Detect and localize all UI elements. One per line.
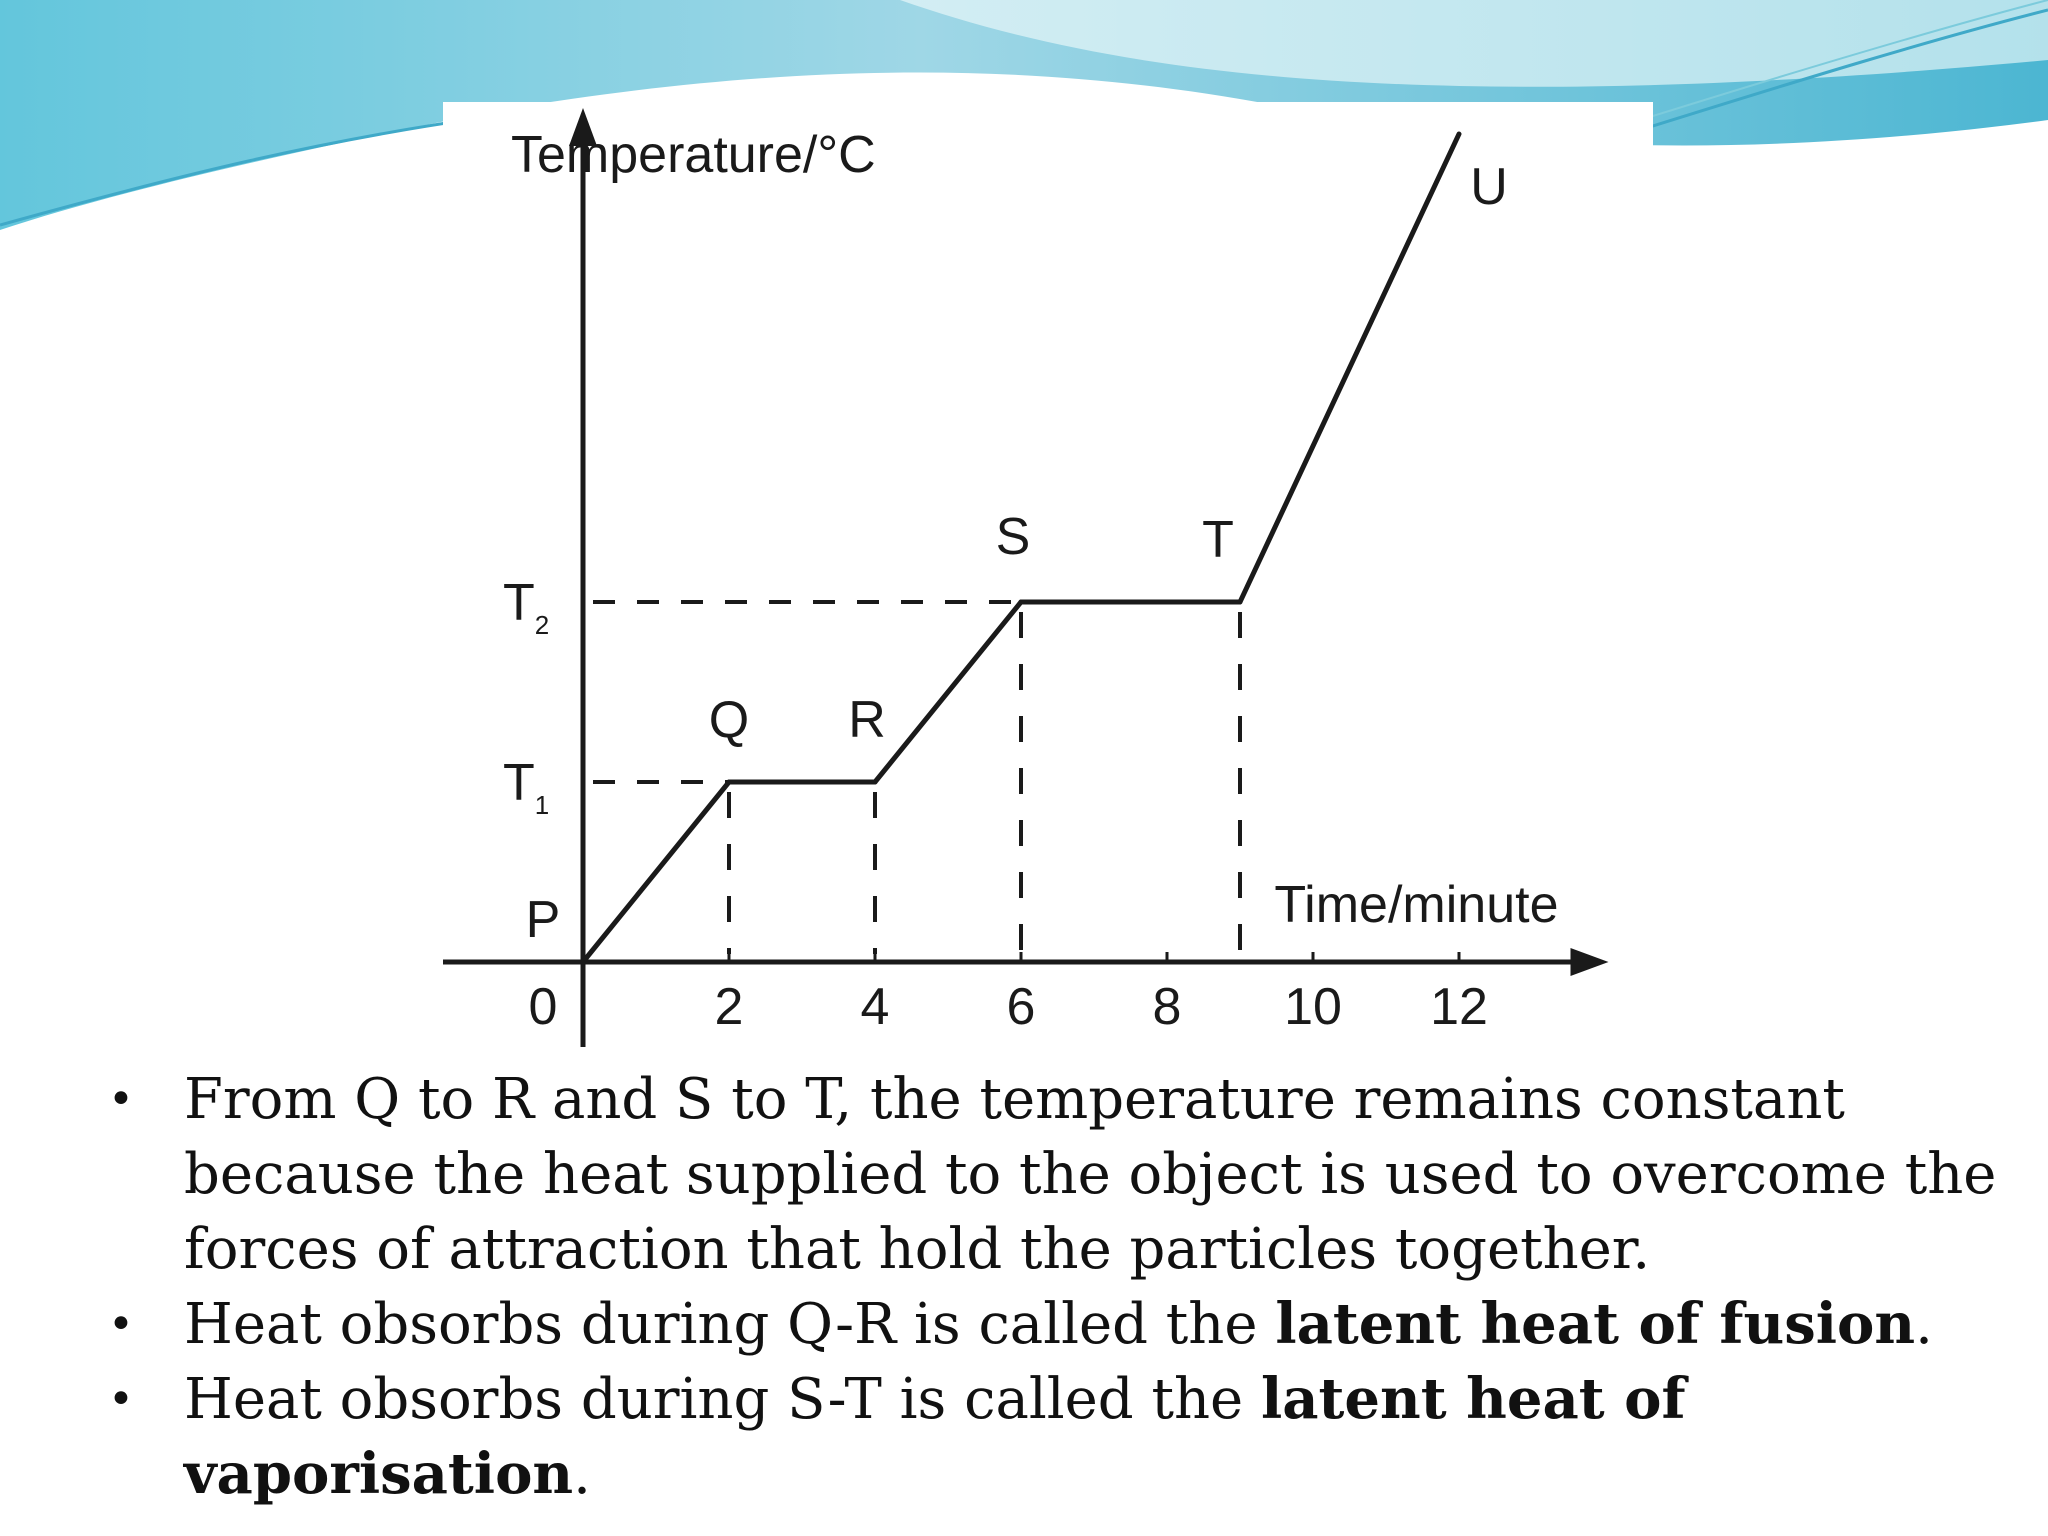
y-level-label (503, 574, 549, 640)
x-tick-label: 6 (1006, 978, 1036, 1036)
point-label-p: P (525, 891, 561, 949)
y-level-main: T (503, 754, 535, 812)
curve-segment-rs (875, 602, 1021, 782)
x-ticks (529, 952, 1488, 1036)
labels (503, 126, 1559, 949)
x-axis-title: Time/minute (1274, 876, 1559, 934)
chart-panel (443, 102, 1653, 1050)
bullet-text: Heat obsorbs during S-T is called the (184, 1367, 1261, 1432)
point-label-s: S (995, 508, 1031, 566)
x-axis-arrow (1571, 948, 1609, 976)
x-tick-label: 10 (1284, 978, 1342, 1036)
point-label-q: Q (708, 691, 750, 749)
bullet-text: From Q to R and S to T, the temperature remains constant because the heat supplied to the object is used to overcome the forces of attraction that hold the particles together. (184, 1067, 1997, 1282)
bullet-text: Heat obsorbs during Q-R is called the (184, 1292, 1276, 1357)
x-tick-label: 4 (860, 978, 890, 1036)
curve-segment-pq (583, 782, 729, 962)
x-tick-label: 12 (1430, 978, 1488, 1036)
bullet-bold-text: latent heat of fusion (1275, 1291, 1916, 1357)
curve-segment-tu (1240, 134, 1459, 602)
bullet-bold-text: latent heat of vaporisation (184, 1366, 1686, 1507)
y-level-subscript: 2 (534, 610, 550, 640)
bullet-list (100, 1062, 2000, 1512)
x-tick-label: 8 (1152, 978, 1182, 1036)
y-level-subscript: 1 (534, 790, 550, 820)
bullet-text: . (573, 1442, 591, 1507)
y-axis-title: Temperature/°C (511, 126, 876, 184)
y-level-label (503, 754, 549, 820)
bullet-dot: • (108, 1074, 134, 1125)
point-label-r: R (848, 691, 886, 749)
point-label-t: T (1202, 511, 1234, 569)
bullet-item (100, 1062, 2000, 1287)
bullet-item (100, 1362, 2000, 1512)
phase-change-chart (443, 102, 1653, 1050)
bullet-item (100, 1287, 2000, 1362)
x-tick-label: 2 (714, 978, 744, 1036)
bullet-dot: • (108, 1374, 134, 1425)
bullet-text: . (1915, 1292, 1933, 1357)
dashed-guides (593, 602, 1240, 954)
point-label-u: U (1470, 158, 1508, 216)
bullet-dot: • (108, 1299, 134, 1350)
x-tick-label: 0 (528, 978, 558, 1036)
y-level-main: T (503, 574, 535, 632)
